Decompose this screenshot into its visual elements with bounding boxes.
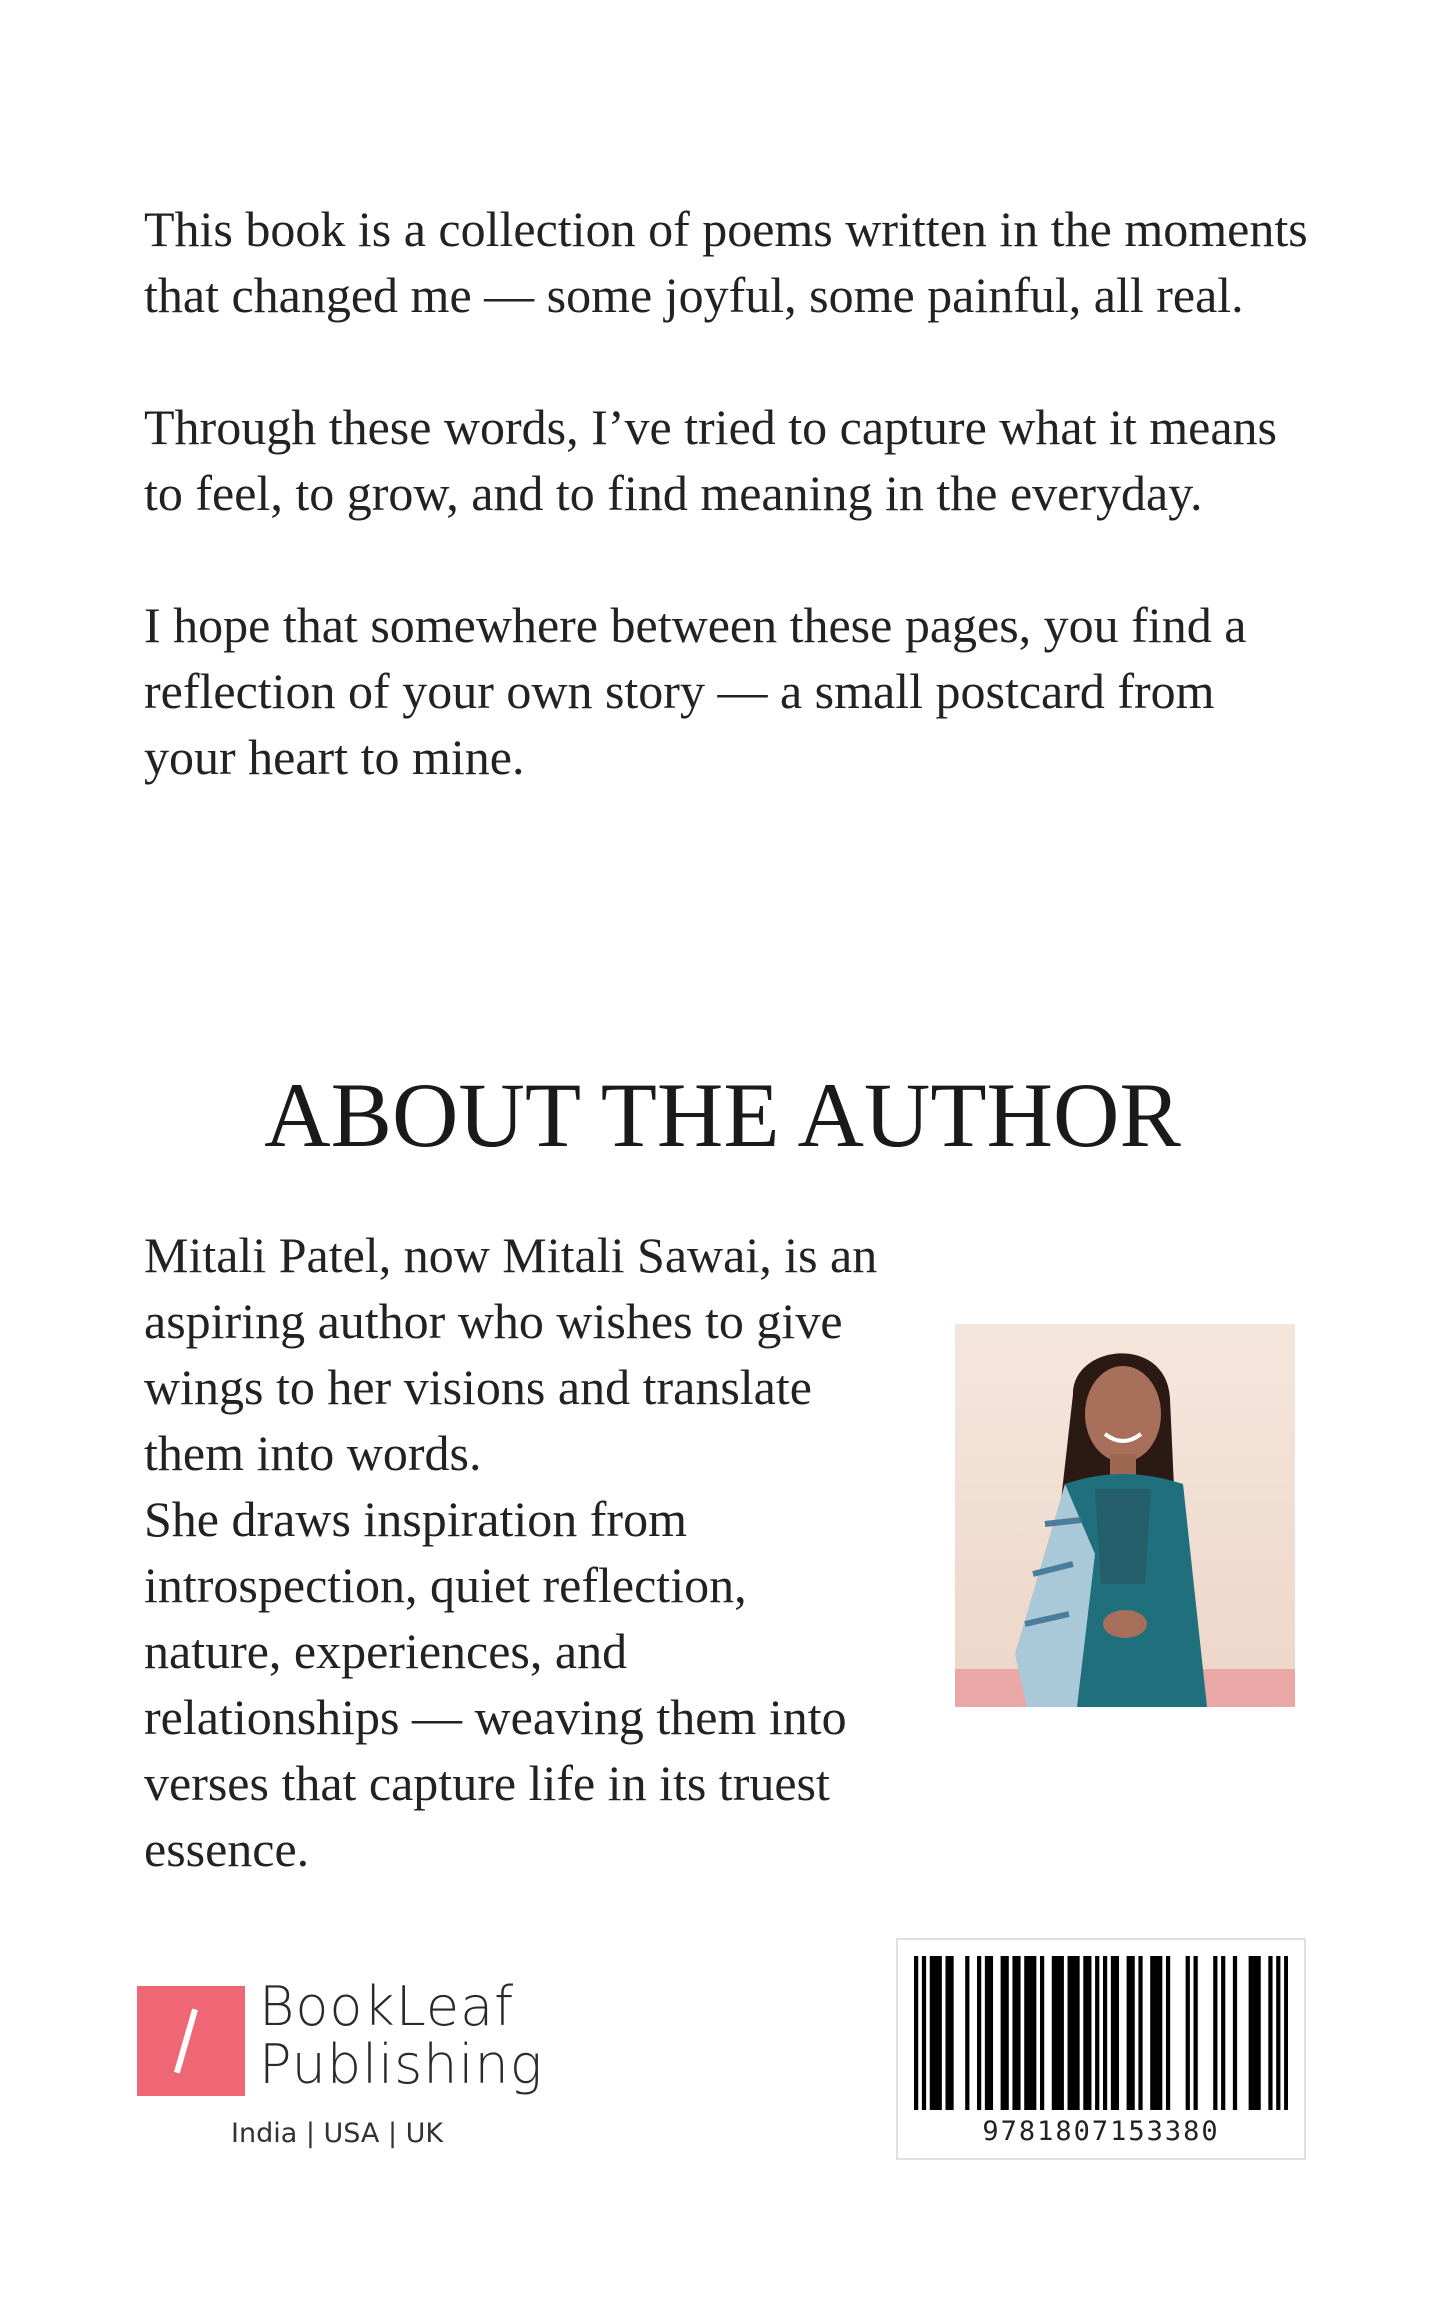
barcode-bar <box>1253 1956 1257 2110</box>
barcode-bar <box>1233 1956 1237 2110</box>
barcode-bar <box>945 1956 949 2110</box>
barcode-bars <box>914 1956 1288 2110</box>
barcode-bar <box>1276 1956 1280 2110</box>
barcode-bar <box>1012 1956 1016 2110</box>
blurb-paragraph-1: This book is a collection of poems written in the moments that changed me — some joyful, some painful, all real. <box>144 201 1308 323</box>
barcode-bar <box>1158 1956 1162 2110</box>
barcode-bar <box>1087 1956 1091 2110</box>
blurb-paragraph-2: Through these words, I’ve tried to capture what it means to feel, to grow, and to find meaning in the everyday. <box>144 399 1277 521</box>
barcode-bar <box>938 1956 942 2110</box>
barcode-bar <box>1115 1956 1119 2110</box>
barcode-bar <box>1016 1956 1020 2110</box>
barcode-bar <box>1052 1956 1056 2110</box>
barcode-bar <box>1127 1956 1131 2110</box>
barcode-bar <box>1249 1956 1253 2110</box>
back-cover-blurb <box>144 196 1344 856</box>
barcode-bar <box>1138 1956 1142 2110</box>
about-author-heading: ABOUT THE AUTHOR <box>264 1064 1181 1166</box>
barcode-bar <box>1083 1956 1087 2110</box>
barcode-bar <box>1111 1956 1115 2110</box>
barcode-bar <box>1005 1956 1009 2110</box>
barcode-bar <box>922 1956 926 2110</box>
barcode-bar <box>1024 1956 1028 2110</box>
barcode-bar <box>914 1956 918 2110</box>
author-photo <box>955 1324 1295 1707</box>
barcode-bar <box>1075 1956 1079 2110</box>
barcode-bar <box>977 1956 981 2110</box>
barcode-bar <box>1194 1956 1198 2110</box>
barcode-bar <box>965 1956 969 2110</box>
barcode-bar <box>949 1956 953 2110</box>
publisher-name: BookLeaf Publishing <box>259 1975 544 2096</box>
barcode-bar <box>1032 1956 1036 2110</box>
barcode-bar <box>1001 1956 1005 2110</box>
barcode-bar <box>1056 1956 1060 2110</box>
publisher-regions: India | USA | UK <box>231 2118 444 2149</box>
slash-logo-icon <box>137 1986 245 2096</box>
barcode-bar <box>1257 1956 1261 2110</box>
barcode-bar <box>1150 1956 1154 2110</box>
barcode-bar <box>985 1956 989 2110</box>
barcode-bar <box>1103 1956 1107 2110</box>
barcode-bar <box>1028 1956 1032 2110</box>
author-bio: Mitali Patel, now Mitali Sawai, is an aspiring author who wishes to give wings to her visions and translate them into words. She draws inspiration from introspection, quiet reflection, nature, experiences, and relationships — weaving them into verses that capture life in its truest essence. <box>144 1227 878 1877</box>
barcode-bar <box>1213 1956 1217 2110</box>
barcode-bar <box>1071 1956 1075 2110</box>
barcode-bar <box>1131 1956 1135 2110</box>
barcode-bar <box>1284 1956 1288 2110</box>
barcode-bar <box>1040 1956 1044 2110</box>
barcode-bar <box>1166 1956 1170 2110</box>
barcode-bar <box>930 1956 934 2110</box>
isbn-barcode <box>896 1938 1306 2160</box>
barcode-bar <box>1221 1956 1225 2110</box>
barcode-bar <box>934 1956 938 2110</box>
barcode-bar <box>1186 1956 1190 2110</box>
barcode-bar <box>989 1956 993 2110</box>
blurb-paragraph-3: I hope that somewhere between these pages, you find a reflection of your own story — a small postcard from your heart to mine. <box>144 597 1247 785</box>
barcode-bar <box>1060 1956 1064 2110</box>
author-photo-image <box>955 1324 1295 1707</box>
barcode-bar <box>1268 1956 1272 2110</box>
barcode-bar <box>1095 1956 1099 2110</box>
barcode-bar <box>1154 1956 1158 2110</box>
isbn-number: 9781807153380 <box>982 2116 1220 2147</box>
barcode-bar <box>1068 1956 1072 2110</box>
